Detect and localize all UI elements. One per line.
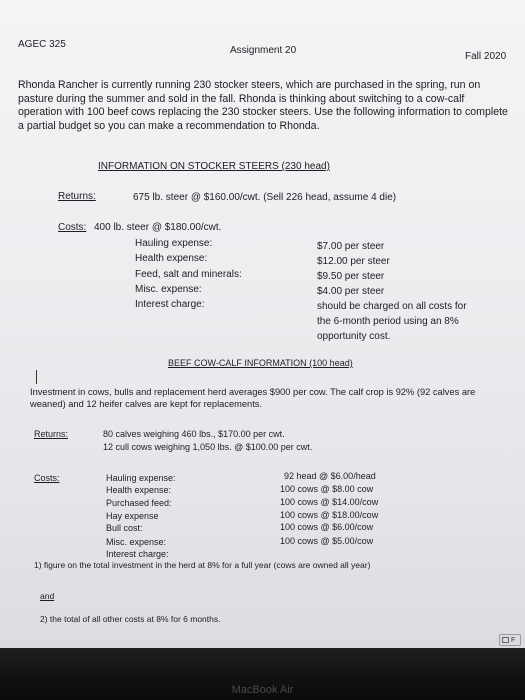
cowcalf-and: and	[40, 591, 55, 601]
text-cursor	[36, 370, 37, 384]
assignment-title: Assignment 20	[230, 45, 297, 56]
stocker-item-value: should be charged on all costs for	[317, 301, 467, 312]
cowcalf-costs-label: Costs:	[34, 473, 60, 483]
macbook-label: MacBook Air	[231, 684, 294, 696]
cowcalf-item-label: Hauling expense:	[106, 473, 176, 483]
cowcalf-returns-line1: 80 calves weighing 460 lbs., $170.00 per cwt.	[103, 429, 285, 439]
stocker-item-label: Interest charge:	[135, 299, 205, 310]
cowcalf-item-label: Misc. expense:	[106, 537, 167, 547]
intro-paragraph: Rhonda Rancher is currently running 230 stocker steers, which are purchased in the spring, run on pasture during the summer and sold in the fall. Rhonda is thinking about switching to a cow-calf operation with 100 beef cows replacing the 230 stocker steers. Use the following information to complete a partial budget so you can make a recommendation to Rhonda.	[18, 79, 508, 132]
course-code: AGEC 325	[18, 39, 66, 50]
stocker-item-label: Feed, salt and minerals:	[135, 269, 242, 280]
stocker-costs-label: Costs:	[58, 222, 87, 233]
stocker-item-value: $9.50 per steer	[317, 271, 385, 282]
stocker-item-value: $7.00 per steer	[317, 241, 385, 252]
cowcalf-item-value: 92 head @ $6.00/head	[284, 471, 376, 481]
cowcalf-investment: Investment in cows, bulls and replacement herd averages $900 per cow. The calf crop is 92% (92 calves are weaned) and 12 heifer calves are kept for replacements.	[30, 387, 476, 409]
stocker-item-value: $12.00 per steer	[317, 256, 390, 267]
cowcalf-item-label: Purchased feed:	[106, 498, 172, 508]
cowcalf-item-label: Hay expense	[106, 511, 159, 521]
stocker-heading: INFORMATION ON STOCKER STEERS (230 head)	[98, 161, 330, 172]
corner-icon-text: F	[511, 636, 516, 644]
stocker-interest-line2: the 6-month period using an 8%	[317, 316, 459, 327]
cowcalf-item-value: 100 cows @ $8.00 cow	[280, 484, 374, 494]
stocker-item-label: Hauling expense:	[135, 238, 213, 249]
stocker-item-value: $4.00 per steer	[317, 286, 385, 297]
stocker-interest-line3: opportunity cost.	[317, 331, 391, 342]
window-icon	[502, 637, 509, 643]
cowcalf-returns-label: Returns:	[34, 429, 69, 439]
cowcalf-item-value: 100 cows @ $5.00/cow	[280, 536, 374, 546]
cowcalf-item-value: 100 cows @ $6.00/cow	[280, 522, 374, 532]
cowcalf-heading: BEEF COW-CALF INFORMATION (100 head)	[168, 358, 353, 368]
cowcalf-note-1: 1) figure on the total investment in the herd at 8% for a full year (cows are owned all year)	[34, 560, 371, 570]
stocker-returns-text: 675 lb. steer @ $160.00/cwt. (Sell 226 head, assume 4 die)	[133, 192, 397, 203]
stocker-returns-label: Returns:	[58, 191, 96, 202]
cowcalf-item-label: Health expense:	[106, 485, 172, 495]
cowcalf-item-label: Interest charge:	[106, 549, 169, 559]
cowcalf-note-2: 2) the total of all other costs at 8% for 6 months.	[40, 614, 221, 624]
stocker-costs-text: 400 lb. steer @ $180.00/cwt.	[94, 222, 222, 233]
stocker-item-label: Health expense:	[135, 253, 208, 264]
cowcalf-item-value: 100 cows @ $18.00/cow	[280, 510, 379, 520]
term-label: Fall 2020	[465, 51, 507, 62]
corner-window-icon	[499, 634, 521, 646]
cowcalf-item-value: 100 cows @ $14.00/cow	[280, 497, 379, 507]
stocker-item-label: Misc. expense:	[135, 284, 202, 295]
cowcalf-returns-line2: 12 cull cows weighing 1,050 lbs. @ $100.00 per cwt.	[103, 442, 313, 452]
cowcalf-item-label: Bull cost:	[106, 523, 143, 533]
